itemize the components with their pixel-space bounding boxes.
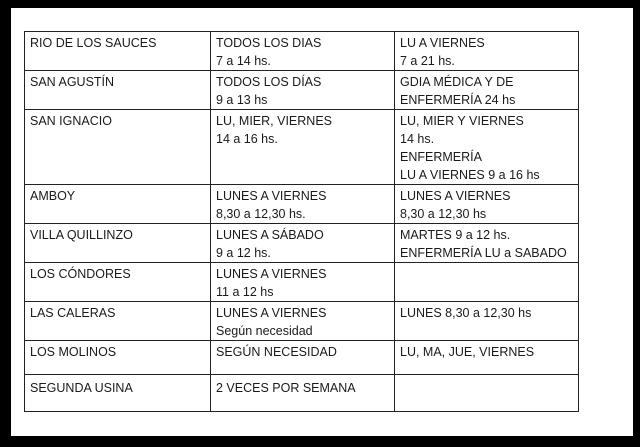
specific-schedule-cell: LUNES 8,30 a 12,30 hs	[395, 302, 579, 341]
table-row	[25, 341, 579, 375]
table-row	[25, 71, 579, 110]
general-schedule-cell: TODOS LOS DIAS 7 a 14 hs.	[211, 32, 395, 71]
specific-schedule-cell: LUNES A VIERNES 8,30 a 12,30 hs	[395, 185, 579, 224]
general-schedule-cell: LUNES A VIERNES 8,30 a 12,30 hs.	[211, 185, 395, 224]
table-row	[25, 375, 579, 412]
location-cell: RIO DE LOS SAUCES	[25, 32, 211, 71]
specific-schedule-cell	[395, 375, 579, 412]
general-schedule-cell: LUNES A VIERNES Según necesidad	[211, 302, 395, 341]
table-row	[25, 302, 579, 341]
specific-schedule-cell: LU A VIERNES 7 a 21 hs.	[395, 32, 579, 71]
specific-schedule-cell: LU, MA, JUE, VIERNES	[395, 341, 579, 375]
general-schedule-cell: 2 VECES POR SEMANA	[211, 375, 395, 412]
table-row	[25, 263, 579, 302]
location-cell: SAN AGUSTÍN	[25, 71, 211, 110]
general-schedule-cell: LUNES A VIERNES 11 a 12 hs	[211, 263, 395, 302]
table-row	[25, 32, 579, 71]
specific-schedule-cell: LU, MIER Y VIERNES 14 hs. ENFERMERÍA LU A VIERNES 9 a 16 hs	[395, 110, 579, 185]
general-schedule-cell: TODOS LOS DÍAS 9 a 13 hs	[211, 71, 395, 110]
table-row	[25, 185, 579, 224]
general-schedule-cell: SEGÚN NECESIDAD	[211, 341, 395, 375]
location-cell: LAS CALERAS	[25, 302, 211, 341]
location-cell: LOS CÓNDORES	[25, 263, 211, 302]
table-row	[25, 110, 579, 185]
general-schedule-cell: LU, MIER, VIERNES 14 a 16 hs.	[211, 110, 395, 185]
location-cell: SAN IGNACIO	[25, 110, 211, 185]
specific-schedule-cell: GDIA MÉDICA Y DE ENFERMERÍA 24 hs	[395, 71, 579, 110]
table-row	[25, 224, 579, 263]
general-schedule-cell: LUNES A SÁBADO 9 a 12 hs.	[211, 224, 395, 263]
location-cell: LOS MOLINOS	[25, 341, 211, 375]
location-cell: SEGUNDA USINA	[25, 375, 211, 412]
schedule-table	[24, 31, 579, 412]
location-cell: VILLA QUILLINZO	[25, 224, 211, 263]
specific-schedule-cell	[395, 263, 579, 302]
location-cell: AMBOY	[25, 185, 211, 224]
specific-schedule-cell: MARTES 9 a 12 hs. ENFERMERÍA LU a SABADO	[395, 224, 579, 263]
